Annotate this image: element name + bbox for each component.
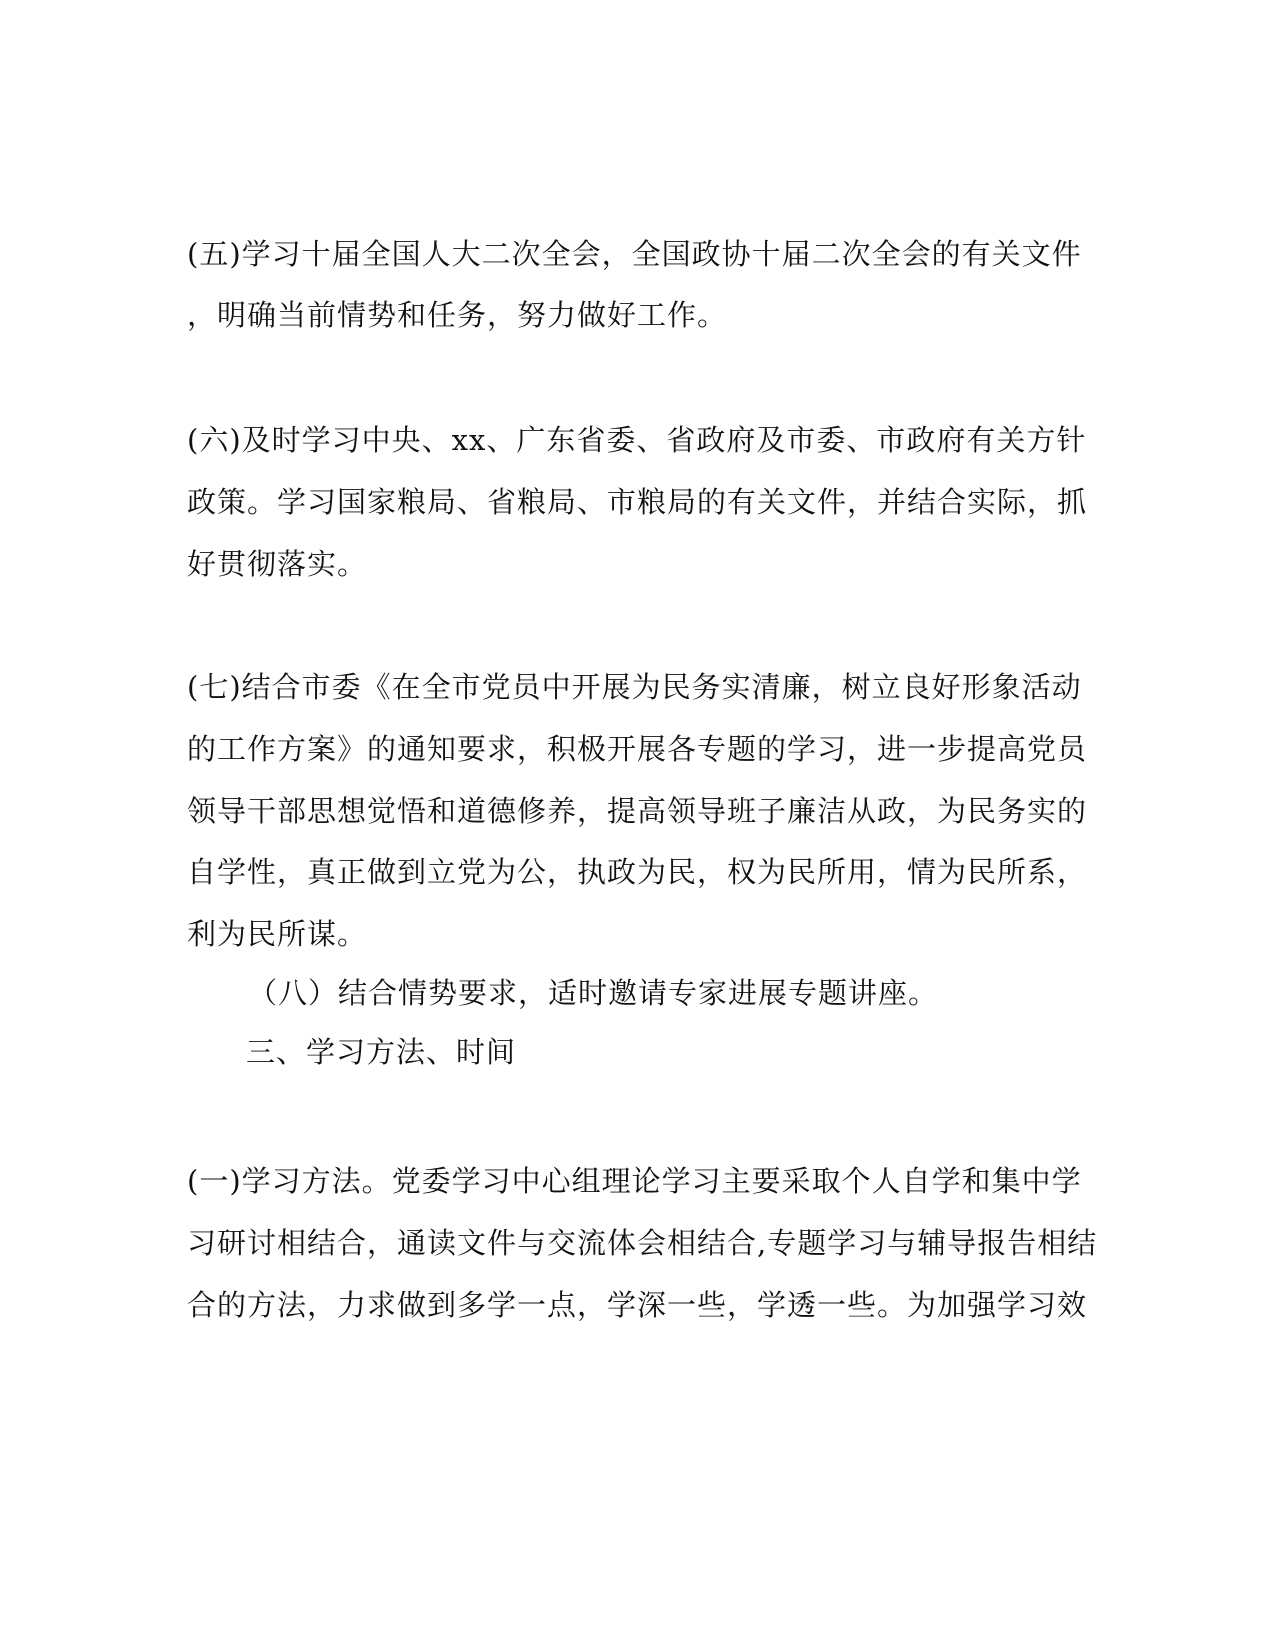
paragraph-6-line-2: 政策。学习国家粮局、省粮局、市粮局的有关文件，并结合实际，抓 xyxy=(187,485,1088,519)
paragraph-s3-1-line-2: 习研讨相结合，通读文件与交流体会相结合,专题学习与辅导报告相结 xyxy=(187,1226,1098,1260)
paragraph-s3-1-line-1: (一)学习方法。党委学习中心组理论学习主要采取个人自学和集中学 xyxy=(187,1164,1082,1198)
paragraph-5-line-1: (五)学习十届全国人大二次全会，全国政协十届二次全会的有关文件 xyxy=(187,237,1082,271)
paragraph-7-line-1: (七)结合市委《在全市党员中开展为民务实清廉，树立良好形象活动 xyxy=(187,670,1082,704)
paragraph-7-line-3: 领导干部思想觉悟和道德修养，提高领导班子廉洁从政，为民务实的 xyxy=(187,794,1088,828)
paragraph-7-line-2: 的工作方案》的通知要求，积极开展各专题的学习，进一步提高党员 xyxy=(187,732,1088,766)
paragraph-7-line-4: 自学性，真正做到立党为公，执政为民，权为民所用，情为民所系， xyxy=(187,855,1088,889)
section-3-heading: 三、学习方法、时间 xyxy=(246,1035,517,1069)
paragraph-8: （八）结合情势要求，适时邀请专家进展专题讲座。 xyxy=(248,976,939,1010)
paragraph-5-line-2: ，明确当前情势和任务，努力做好工作。 xyxy=(187,298,728,332)
paragraph-6-line-1: (六)及时学习中央、xx、广东省委、省政府及市委、市政府有关方针 xyxy=(187,423,1087,457)
paragraph-6-line-3: 好贯彻落实。 xyxy=(187,547,368,581)
paragraph-s3-1-line-3: 合的方法，力求做到多学一点，学深一些，学透一些。为加强学习效 xyxy=(187,1288,1088,1322)
paragraph-7-line-5: 利为民所谋。 xyxy=(187,917,368,951)
